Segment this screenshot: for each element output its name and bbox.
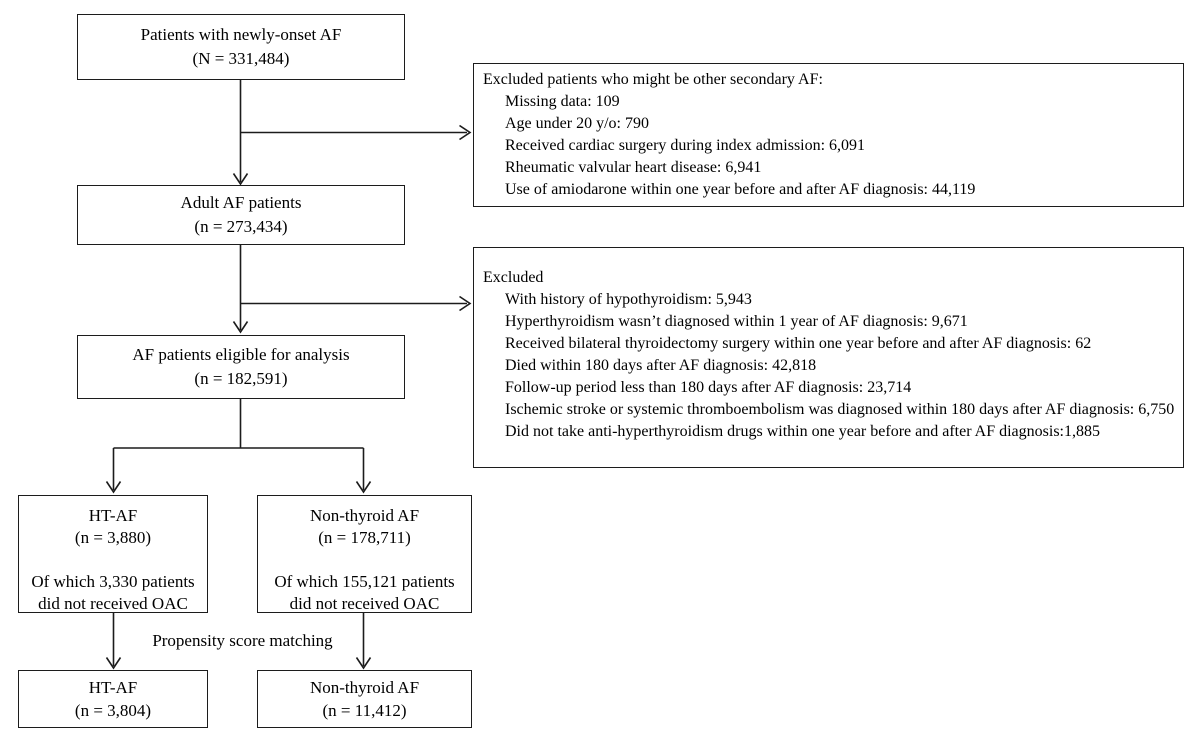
- box-non-thyroid-af-matched-title: Non-thyroid AF: [309, 678, 420, 697]
- exclusion-item: Age under 20 y/o: 790: [505, 115, 649, 132]
- box-non-thyroid-af-note: Of which 155,121 patients: [274, 572, 455, 591]
- box-non-thyroid-af-title: Non-thyroid AF: [309, 506, 420, 525]
- box-adult-af: [77, 185, 405, 245]
- box-adult-af-title: Adult AF patients: [180, 193, 302, 212]
- box-newly-onset-af-count: (N = 331,484): [192, 49, 290, 68]
- box-ht-af-count: (n = 3,880): [74, 528, 152, 547]
- box-ht-af-title: HT-AF: [88, 506, 138, 525]
- exclusion-item: Did not take anti-hyperthyroidism drugs within one year before and after AF diagnosis:1,885: [505, 423, 1100, 440]
- box-non-thyroid-af-note-2: did not received OAC: [289, 594, 440, 613]
- exclusion-item: Missing data: 109: [505, 93, 620, 110]
- box-non-thyroid-af-matched-count: (n = 11,412): [322, 701, 407, 720]
- box-eligible-af-title: AF patients eligible for analysis: [132, 345, 350, 364]
- box-ht-af-matched: [18, 670, 208, 728]
- exclusion-item: Rheumatic valvular heart disease: 6,941: [505, 159, 762, 176]
- exclusion-item: Follow-up period less than 180 days after AF diagnosis: 23,714: [505, 379, 912, 396]
- exclusion-item: Died within 180 days after AF diagnosis: 42,818: [505, 357, 817, 374]
- box-ht-af: [18, 495, 208, 613]
- arrowhead-down-ht-af: [107, 482, 121, 493]
- box-ht-af-note: Of which 3,330 patients: [31, 572, 195, 591]
- box-ht-af-note-2: did not received OAC: [38, 594, 188, 613]
- arrowhead-right-exclusion-eligibility: [460, 297, 471, 311]
- arrowhead-right-exclusion-secondary: [460, 126, 471, 140]
- box-eligible-af-count: (n = 182,591): [194, 369, 288, 388]
- arrowhead-down-eligible: [234, 322, 248, 333]
- exclusion-item: Received bilateral thyroidectomy surgery within one year before and after AF diagnosis: 62: [505, 335, 1092, 352]
- box-non-thyroid-af-count: (n = 178,711): [318, 528, 411, 547]
- box-newly-onset-af-title: Patients with newly-onset AF: [140, 25, 342, 44]
- exclusion-box-secondary-af: [473, 63, 1184, 207]
- box-ht-af-matched-title: HT-AF: [88, 678, 138, 697]
- box-newly-onset-af: [77, 14, 405, 80]
- exclusion-item: Received cardiac surgery during index admission: 6,091: [505, 137, 866, 154]
- arrowhead-down-non-thyroid-matched: [357, 658, 371, 669]
- arrowhead-down-adult: [234, 174, 248, 185]
- box-non-thyroid-af-matched: [257, 670, 472, 728]
- propensity-matching-label: Propensity score matching: [152, 631, 333, 650]
- exclusion-box-eligibility: [473, 247, 1184, 468]
- exclusion-secondary-header: Excluded patients who might be other secondary AF:: [483, 71, 823, 88]
- box-adult-af-count: (n = 273,434): [194, 217, 288, 236]
- arrowhead-down-non-thyroid: [357, 482, 371, 493]
- box-ht-af-matched-count: (n = 3,804): [74, 701, 152, 720]
- exclusion-eligibility-header: Excluded: [483, 269, 544, 286]
- exclusion-item: Hyperthyroidism wasn’t diagnosed within 1 year of AF diagnosis: 9,671: [505, 313, 968, 330]
- arrowhead-down-ht-af-matched: [107, 658, 121, 669]
- exclusion-item: Ischemic stroke or systemic thromboembolism was diagnosed within 180 days after AF diagnosis: 6,750: [505, 401, 1175, 418]
- exclusion-item: With history of hypothyroidism: 5,943: [505, 291, 752, 308]
- exclusion-item: Use of amiodarone within one year before and after AF diagnosis: 44,119: [505, 181, 976, 198]
- box-non-thyroid-af: [257, 495, 472, 613]
- box-eligible-af: [77, 335, 405, 399]
